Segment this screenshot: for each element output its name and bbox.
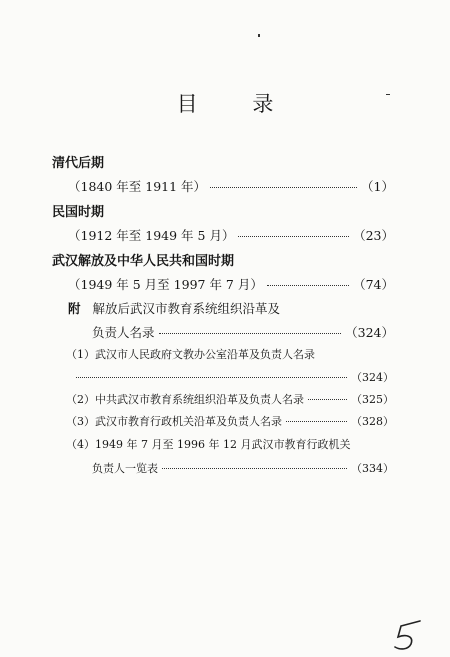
appendix-heading — [68, 299, 280, 317]
toc-entry-minguo[interactable] — [68, 226, 394, 244]
entry-page: （324） — [351, 371, 394, 384]
section-heading-prc: 武汉解放及中华人民共和国时期 — [52, 254, 235, 269]
dot-leader — [159, 333, 342, 334]
toc-entry-qing[interactable] — [68, 177, 394, 195]
entry-text: （1912 年至 1949 年 5 月） — [68, 228, 235, 243]
entry-text: 负责人一览表 — [92, 462, 158, 475]
entry-text: 负责人名录 — [92, 325, 155, 340]
appendix-item-1-title: （1）武汉市人民政府文教办公室沿革及负责人名录 — [66, 348, 315, 361]
appendix-title: 解放后武汉市教育系统组织沿革及 — [92, 301, 281, 316]
entry-text: （1840 年至 1911 年） — [68, 179, 207, 194]
section-heading-qing: 清代后期 — [52, 156, 105, 171]
dot-leader — [308, 399, 347, 400]
dot-leader — [238, 236, 349, 237]
handwritten-page-number — [390, 618, 430, 654]
dot-leader — [286, 421, 347, 422]
entry-page: （334） — [351, 462, 394, 475]
dot-leader — [267, 285, 349, 286]
toc-entry-appendix-2[interactable] — [66, 391, 394, 407]
entry-page: （325） — [351, 393, 394, 406]
toc-entry-appendix[interactable] — [92, 323, 394, 341]
entry-page: （74） — [353, 277, 394, 292]
section-heading-minguo: 民国时期 — [52, 205, 105, 220]
appendix-label: 附 — [68, 301, 81, 316]
page-title: 目 录 — [176, 92, 298, 116]
dot-leader — [76, 377, 347, 378]
entry-text: （3）武汉市教育行政机关沿革及负责人名录 — [66, 415, 282, 428]
entry-page: （328） — [351, 415, 394, 428]
dot-leader — [210, 187, 357, 188]
entry-page: （324） — [345, 325, 394, 340]
entry-page: （1） — [361, 179, 394, 194]
toc-entry-appendix-4[interactable] — [92, 460, 394, 476]
toc-entry-prc[interactable] — [68, 275, 394, 293]
entry-text: （1949 年 5 月至 1997 年 7 月） — [68, 277, 263, 292]
entry-page: （23） — [353, 228, 394, 243]
toc-entry-appendix-3[interactable] — [66, 413, 394, 429]
toc-entry-appendix-1[interactable] — [76, 369, 394, 385]
scan-speck — [258, 34, 260, 37]
entry-text: （2）中共武汉市教育系统组织沿革及负责人名录 — [66, 393, 304, 406]
dot-leader — [162, 468, 347, 469]
scan-speck — [386, 94, 390, 95]
appendix-item-4-title: （4）1949 年 7 月至 1996 年 12 月武汉市教育行政机关 — [66, 438, 351, 451]
